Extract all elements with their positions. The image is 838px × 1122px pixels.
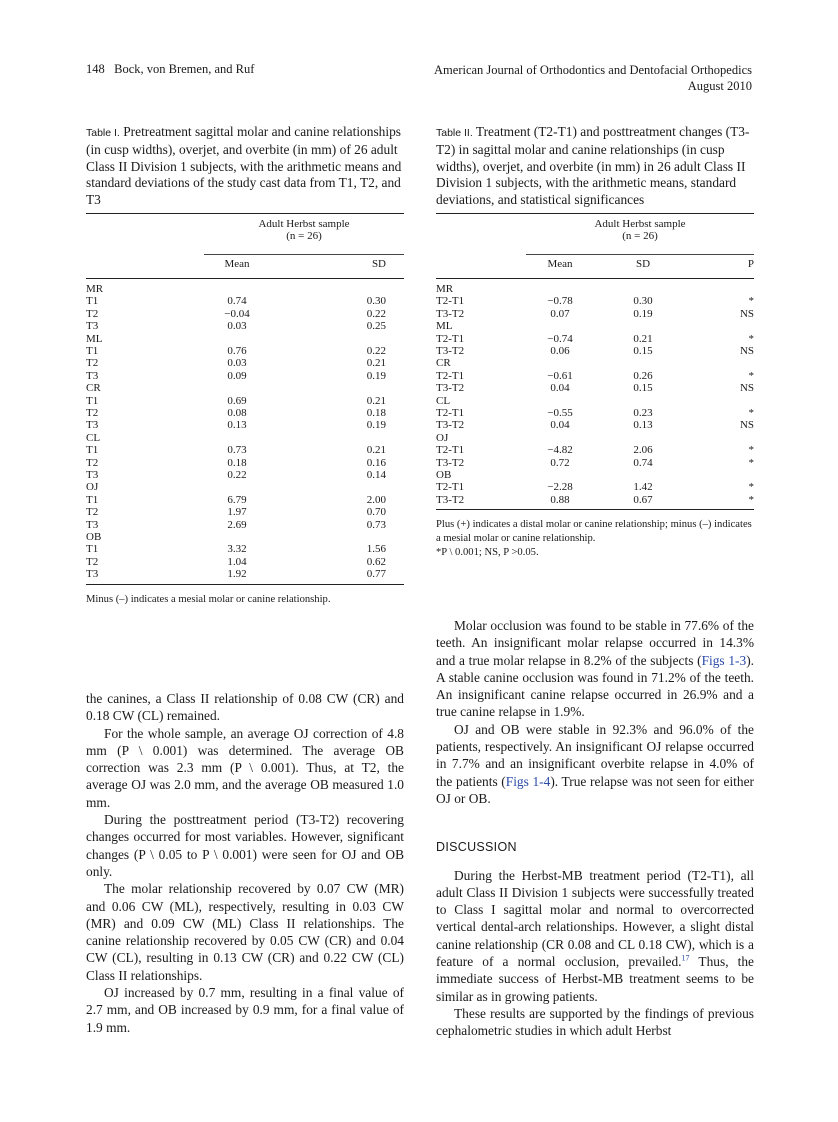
- left-paragraph-2: For the whole sample, an average OJ correction of 4.8 mm (P \ 0.001) was determined. The average OB correction was 2.3 mm (P \ 0.001). Thus, at T2, the average OJ was 2.0 mm, and the average OB measured 1.0 mm.: [86, 725, 404, 810]
- table-row: [86, 568, 404, 580]
- table2-group-title: Adult Herbst sample: [594, 217, 686, 230]
- table-category-row: [436, 395, 754, 407]
- cell-mean: −0.04: [224, 307, 250, 320]
- table-row: [436, 419, 754, 431]
- table1-head: [86, 213, 404, 282]
- cell-sd: [594, 320, 692, 332]
- table-row: [436, 333, 754, 345]
- cell-sd: 0.74: [633, 456, 653, 469]
- table1-caption-text: Pretreatment sagittal molar and canine relationships (in cusp widths), overjet, and overbite (in mm) of 26 adult Class II Division 1 subjects, with the arithmetic means and standard deviations of the study cast data from T1, T2, and T3: [86, 124, 402, 208]
- cell-sd: [270, 481, 404, 493]
- cell-mean: 0.06: [550, 344, 570, 357]
- table2-footnote-significance: *P \ 0.001; NS, P >0.05.: [436, 547, 539, 559]
- row-label: T3-T2: [436, 307, 465, 320]
- table-category-row: [436, 469, 754, 481]
- table1-label: Table I.: [86, 127, 120, 139]
- table2-group-n: (n = 26): [622, 229, 658, 242]
- table-category-row: [86, 382, 404, 394]
- cell-p: NS: [739, 307, 754, 320]
- table-category-row: [436, 357, 754, 369]
- cell-mean: [204, 283, 270, 295]
- cell-sd: 0.21: [366, 394, 386, 407]
- row-label: T3-T2: [436, 382, 465, 395]
- row-label: CL: [436, 394, 451, 407]
- cell-sd: 2.06: [633, 444, 653, 457]
- row-label: T2: [86, 406, 99, 419]
- cell-mean: [204, 432, 270, 444]
- cell-sd: 0.19: [366, 419, 386, 432]
- cell-mean: 0.04: [550, 382, 570, 395]
- right-column: [436, 124, 754, 560]
- table2: [436, 213, 754, 510]
- row-label: T1: [86, 493, 99, 506]
- cell-sd: 0.70: [366, 506, 386, 519]
- cell-mean: 6.79: [227, 493, 247, 506]
- row-label: T2-T1: [436, 295, 465, 308]
- table-row: [86, 494, 404, 506]
- table-row: [436, 345, 754, 357]
- running-header-right: [434, 62, 752, 94]
- row-label: T1: [86, 295, 99, 308]
- row-label: T2-T1: [436, 444, 465, 457]
- table-row: [86, 469, 404, 481]
- table-row: [436, 444, 754, 456]
- row-label: T3-T2: [436, 456, 465, 469]
- cell-p: [692, 283, 754, 295]
- table-row: [436, 494, 754, 506]
- table-row: [86, 308, 404, 320]
- table1: [86, 213, 404, 585]
- table-row: [86, 370, 404, 382]
- cell-mean: [204, 333, 270, 345]
- cell-p: *: [748, 481, 754, 494]
- table1-caption: [86, 124, 404, 209]
- row-label: T2: [86, 555, 99, 568]
- cell-p: *: [748, 332, 754, 345]
- table-row: [436, 407, 754, 419]
- left-paragraph-4: The molar relationship recovered by 0.07 CW (MR) and 0.06 CW (ML), respectively, resulting in 0.03 CW (MR) and 0.09 CW (ML) Class II relationships. The canine relationship recovered by 0.05 CW (CR) and 0.04 CW (CL), resulting in 0.13 CW (CR) and 0.22 CW (CL) Class II relationships.: [86, 881, 404, 983]
- table1-col-sd: SD: [371, 257, 386, 270]
- page-number: 148: [86, 62, 105, 76]
- cell-p: *: [748, 493, 754, 506]
- table-row: [86, 320, 404, 332]
- cell-mean: [526, 357, 594, 369]
- table1-col-mean: Mean: [224, 257, 250, 270]
- left-paragraph-1: the canines, a Class II relationship of 0.08 CW (CR) and 0.18 CW (CL) remained.: [86, 691, 404, 724]
- cell-mean: 1.97: [227, 506, 247, 519]
- cell-sd: 0.62: [366, 555, 386, 568]
- row-label: ML: [436, 320, 453, 333]
- cell-mean: [526, 395, 594, 407]
- cell-sd: [270, 531, 404, 543]
- row-label: T2-T1: [436, 332, 465, 345]
- cell-mean: 0.18: [227, 456, 247, 469]
- table1-group-n: (n = 26): [286, 229, 322, 242]
- cell-p: [692, 395, 754, 407]
- cell-sd: [594, 469, 692, 481]
- row-label: T2-T1: [436, 369, 465, 382]
- row-label: T3: [86, 369, 99, 382]
- cell-mean: 2.69: [227, 518, 247, 531]
- table2-caption: [436, 124, 754, 209]
- cell-mean: [204, 382, 270, 394]
- cell-mean: −0.74: [547, 332, 573, 345]
- table-row: [436, 370, 754, 382]
- cell-mean: 3.32: [227, 543, 247, 556]
- cell-sd: 0.14: [366, 468, 386, 481]
- table2-col-sd: SD: [635, 257, 651, 270]
- cell-mean: 1.92: [227, 568, 247, 581]
- cell-sd: [594, 432, 692, 444]
- table-row: [436, 295, 754, 307]
- cell-p: NS: [739, 382, 754, 395]
- cell-mean: 0.73: [227, 444, 247, 457]
- cell-sd: 0.22: [366, 307, 386, 320]
- table-row: [86, 457, 404, 469]
- cell-mean: −0.61: [547, 369, 573, 382]
- cell-mean: −0.78: [547, 295, 573, 308]
- cell-mean: 1.04: [227, 555, 247, 568]
- cell-sd: 0.15: [633, 382, 653, 395]
- row-label: T1: [86, 444, 99, 457]
- cell-p: *: [748, 369, 754, 382]
- cell-mean: 0.03: [227, 357, 247, 370]
- row-label: T2: [86, 456, 99, 469]
- cell-mean: 0.07: [550, 307, 570, 320]
- cell-mean: 0.04: [550, 419, 570, 432]
- table1-group-title: Adult Herbst sample: [258, 217, 350, 230]
- cell-p: NS: [739, 344, 754, 357]
- row-label: OB: [86, 531, 102, 543]
- cell-sd: 0.13: [633, 419, 653, 432]
- cell-sd: 0.30: [633, 295, 653, 308]
- reference-17-link[interactable]: 17: [681, 953, 690, 963]
- cell-sd: 0.30: [366, 295, 386, 308]
- table-category-row: [86, 531, 404, 543]
- table2-head: [436, 213, 754, 282]
- cell-p: *: [748, 456, 754, 469]
- table-row: [86, 357, 404, 369]
- left-column: [86, 124, 404, 607]
- cell-p: [692, 320, 754, 332]
- cell-mean: 0.13: [227, 419, 247, 432]
- table2-footnote: [436, 518, 754, 560]
- figs-1-4-link[interactable]: Figs 1-4: [505, 773, 551, 789]
- cell-mean: [526, 469, 594, 481]
- right-paragraph-4: These results are supported by the findings of previous cephalometric studies in which adult Herbst: [436, 1005, 754, 1039]
- row-label: T2: [86, 506, 99, 519]
- cell-sd: 0.77: [366, 568, 386, 581]
- cell-sd: [270, 432, 404, 444]
- cell-p: *: [748, 406, 754, 419]
- left-paragraph-3: During the posttreatment period (T3-T2) recovering changes occurred for most variables. However, significant changes (P \ 0.05 to P \ 0.001) were seen for OJ and OB only.: [86, 812, 404, 879]
- row-label: T3: [86, 419, 99, 432]
- row-label: T2: [86, 357, 99, 370]
- table2-caption-text: Treatment (T2-T1) and posttreatment changes (T3-T2) in sagittal molar and canine relationships (in cusp widths), overjet, and overbite (in mm) in 26 adult Class II Division 1 subjects, with the arithmetic means, standard deviations, and statistical significances: [436, 124, 750, 208]
- table-row: [86, 295, 404, 307]
- table1-footnote: Minus (–) indicates a mesial molar or canine relationship.: [86, 593, 331, 605]
- cell-mean: 0.22: [227, 468, 247, 481]
- cell-sd: [270, 382, 404, 394]
- table-row: [86, 543, 404, 555]
- cell-mean: −4.82: [547, 444, 573, 457]
- cell-sd: 0.21: [366, 357, 386, 370]
- cell-sd: [270, 283, 404, 295]
- cell-sd: 0.18: [366, 406, 386, 419]
- table2-footnote-sign: Plus (+) indicates a distal molar or canine relationship; minus (–) indicates a mesial molar or canine relationship.: [436, 519, 752, 545]
- cell-sd: 0.25: [366, 320, 386, 333]
- header-journal: American Journal of Orthodontics and Dentofacial Orthopedics: [434, 63, 752, 77]
- cell-sd: [594, 395, 692, 407]
- row-label: CR: [436, 357, 451, 370]
- row-label: T1: [86, 543, 99, 556]
- table-row: [86, 556, 404, 568]
- row-label: T1: [86, 344, 99, 357]
- row-label: T3-T2: [436, 493, 465, 506]
- row-label: T2-T1: [436, 481, 465, 494]
- cell-mean: [204, 481, 270, 493]
- table1-body: [86, 283, 404, 581]
- row-label: CR: [86, 382, 101, 395]
- row-label: MR: [86, 282, 104, 295]
- table2-label: Table II.: [436, 127, 473, 139]
- cell-sd: 0.15: [633, 344, 653, 357]
- cell-sd: 0.21: [633, 332, 653, 345]
- cell-p: *: [748, 295, 754, 308]
- cell-sd: 0.67: [633, 493, 653, 506]
- table-category-row: [86, 432, 404, 444]
- row-label: OB: [436, 468, 452, 481]
- row-label: T3: [86, 568, 99, 581]
- cell-sd: 0.23: [633, 406, 653, 419]
- right-body: [436, 617, 754, 1040]
- row-label: T2: [86, 307, 99, 320]
- cell-mean: 0.08: [227, 406, 247, 419]
- cell-sd: 0.21: [366, 444, 386, 457]
- table-category-row: [436, 283, 754, 295]
- row-label: T3: [86, 320, 99, 333]
- table2-body: [436, 283, 754, 506]
- cell-p: [692, 469, 754, 481]
- table-row: [436, 382, 754, 394]
- row-label: T3: [86, 518, 99, 531]
- cell-sd: 0.22: [366, 344, 386, 357]
- cell-sd: [594, 283, 692, 295]
- cell-sd: 2.00: [366, 493, 386, 506]
- cell-mean: 0.69: [227, 394, 247, 407]
- table-row: [86, 345, 404, 357]
- cell-p: NS: [739, 419, 754, 432]
- table-row: [86, 444, 404, 456]
- cell-p: *: [748, 444, 754, 457]
- left-paragraph-5: OJ increased by 0.7 mm, resulting in a final value of 2.7 mm, and OB increased by 0.9 mm, for a final value of 1.9 mm.: [86, 985, 404, 1035]
- table-category-row: [436, 320, 754, 332]
- table2-col-mean: Mean: [547, 257, 573, 270]
- table-category-row: [436, 432, 754, 444]
- table-row: [436, 457, 754, 469]
- cell-sd: 0.19: [633, 307, 653, 320]
- cell-sd: 0.16: [366, 456, 386, 469]
- discussion-heading: DISCUSSION: [436, 840, 517, 855]
- cell-sd: 0.26: [633, 369, 653, 382]
- left-body: [86, 690, 404, 1036]
- row-label: T1: [86, 394, 99, 407]
- right-paragraph-1: Molar occlusion was found to be stable in 77.6% of the teeth. An insignificant molar relapse occurred in 14.3% and a true molar relapse in 8.2% of the subjects (Figs 1-3). A stable canine occlusion was found in 71.2% of the teeth. An insignificant canine relapse occurred in 26.9% and a true canine relapse in 1.9%.: [436, 618, 754, 720]
- row-label: OJ: [436, 431, 449, 444]
- table-category-row: [86, 481, 404, 493]
- row-label: T3-T2: [436, 419, 465, 432]
- table-row: [436, 308, 754, 320]
- row-label: ML: [86, 332, 103, 345]
- table-row: [86, 506, 404, 518]
- running-header-left: [86, 62, 254, 77]
- cell-sd: [270, 333, 404, 345]
- figs-1-3-link[interactable]: Figs 1-3: [701, 652, 747, 668]
- table-row: [86, 407, 404, 419]
- cell-mean: 0.09: [227, 369, 247, 382]
- row-label: MR: [436, 282, 454, 295]
- table-category-row: [86, 283, 404, 295]
- cell-sd: 0.19: [366, 369, 386, 382]
- row-label: T2-T1: [436, 406, 465, 419]
- table-row: [86, 519, 404, 531]
- cell-sd: 1.42: [633, 481, 653, 494]
- cell-sd: 1.56: [366, 543, 386, 556]
- row-label: T3-T2: [436, 344, 465, 357]
- cell-mean: 0.72: [550, 456, 570, 469]
- row-label: OJ: [86, 481, 99, 494]
- cell-mean: [526, 320, 594, 332]
- cell-sd: [594, 357, 692, 369]
- table-row: [86, 395, 404, 407]
- cell-mean: [204, 531, 270, 543]
- cell-mean: 0.76: [227, 344, 247, 357]
- table-row: [86, 419, 404, 431]
- table2-col-p: P: [747, 257, 754, 270]
- cell-mean: [526, 283, 594, 295]
- row-label: CL: [86, 431, 101, 444]
- header-issue: August 2010: [687, 79, 752, 93]
- table-row: [436, 481, 754, 493]
- table-category-row: [86, 333, 404, 345]
- cell-mean: 0.74: [227, 295, 247, 308]
- cell-p: [692, 432, 754, 444]
- cell-mean: −0.55: [547, 406, 573, 419]
- cell-sd: 0.73: [366, 518, 386, 531]
- row-label: T3: [86, 468, 99, 481]
- right-paragraph-2: OJ and OB were stable in 92.3% and 96.0% of the patients, respectively. An insignificant OJ relapse occurred in 7.7% and an insignificant overbite relapse in 4.0% of the patients (Figs 1-4). True relapse was not seen for either OJ or OB.: [436, 721, 754, 806]
- cell-mean: 0.03: [227, 320, 247, 333]
- cell-p: [692, 357, 754, 369]
- cell-mean: −2.28: [547, 481, 573, 494]
- header-authors: Bock, von Bremen, and Ruf: [114, 62, 255, 76]
- cell-mean: 0.88: [550, 493, 570, 506]
- cell-mean: [526, 432, 594, 444]
- right-paragraph-3: During the Herbst-MB treatment period (T2-T1), all adult Class II Division 1 subjects were successfully treated to Class I sagittal molar and normal to overcorrected vertical dental-arch relationships. However, a slight distal canine relationship (CR 0.08 and CL 0.18 CW), which is a feature of a normal occlusion, prevailed.$^{17}$ Thus, the immediate success of Herbst-MB treatment seems to be similar as in growing patients.: [436, 867, 754, 1004]
